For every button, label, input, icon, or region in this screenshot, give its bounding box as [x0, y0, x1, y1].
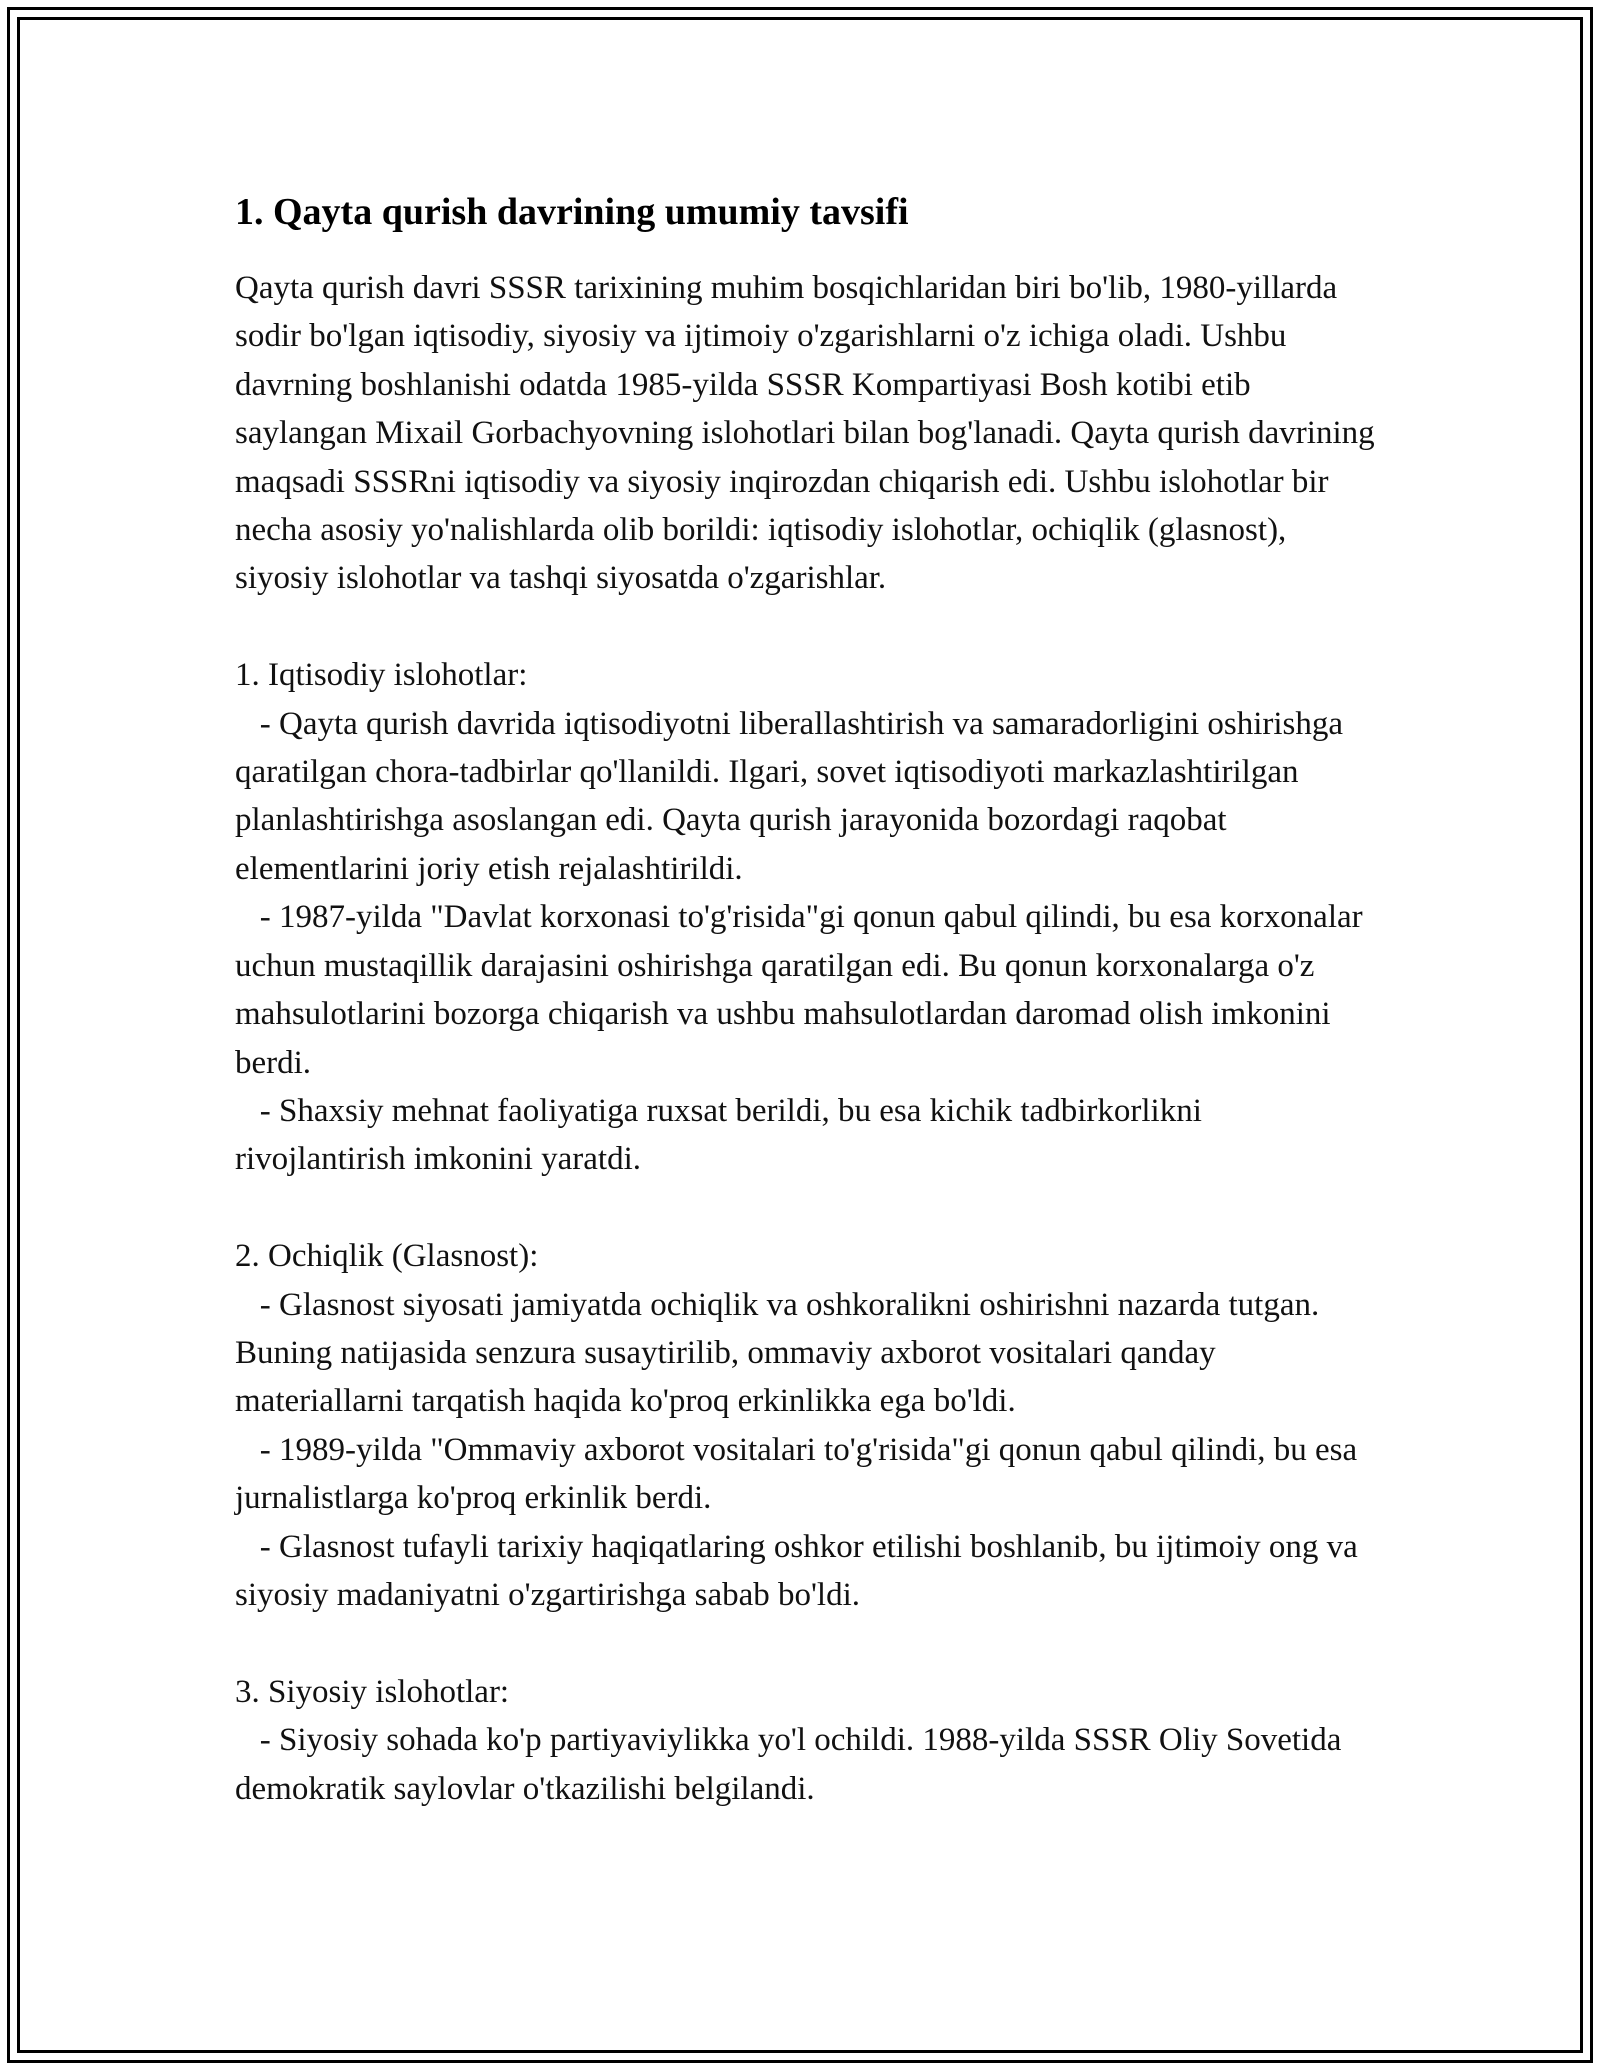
section-body: Qayta qurish davri SSSR tarixining muhim bosqichlaridan biri bo'lib, 1980-yillarda sodir bo'lgan iqtisodiy, siyosiy va ijtimoiy o'zgarishlarni o'z ichiga oladi. Ushbu davrning boshlanishi odatda 1985-yilda SSSR Kompartiyasi Bosh kotibi etib saylangan Mixail Gorbachyovning islohotlari bilan bog'lanadi. Qayta qurish davrining maqsadi SSSRni iqtisodiy va siyosiy inqirozdan chiqarish edi. Ushbu islohotlar bir necha asosiy yo'nalishlarda olib borildi: iqtisodiy islohotlar, ochiqlik (glasnost), siyosiy islohotlar va tashqi siyosatda o'zgarishlar. 1. Iqtisodiy islohotlar: - Qayta qurish davrida iqtisodiyotni liberallashtirish va samaradorligini oshirishga qaratilgan chora-tadbirlar qo'llanildi. Ilgari, sovet iqtisodiyoti markazlashtirilgan planlashtirishga asoslangan edi. Qayta qurish jarayonida bozordagi raqobat elementlarini joriy etish rejalashtirildi. - 1987-yilda "Davlat korxonasi to'g'risida"gi qonun qabul qilindi, bu esa korxonalar uchun mustaqillik darajasini oshirishga qaratilgan edi. Bu qonun korxonalarga o'z mahsulotlarini bozorga chiqarish va ushbu mahsulotlardan daromad olish imkonini berdi. - Shaxsiy mehnat faoliyatiga ruxsat berildi, bu esa kichik tadbirkorlikni rivojlantirish imkonini yaratdi. 2. Ochiqlik (Glasnost): - Glasnost siyosati jamiyatda ochiqlik va oshkoralikni oshirishni nazarda tutgan. Buning natijasida senzura susaytirilib, ommaviy axborot vositalari qanday materiallarni tarqatish haqida ko'proq erkinlikka ega bo'ldi. - 1989-yilda "Ommaviy axborot vositalari to'g'risida"gi qonun qabul qilindi, bu esa jurnalistlarga ko'proq erkinlik berdi. - Glasnost tufayli tarixiy haqiqatlaring oshkor etilishi boshlanib, bu ijtimoiy ong va siyosiy madaniyatni o'zgartirishga sabab bo'ldi. 3. Siyosiy islohotlar: - Siyosiy sohada ko'p partiyaviylikka yo'l ochildi. 1988-yilda SSSR Oliy Sovetida demokratik saylovlar o'tkazilishi belgilandi. [235, 270, 1375, 1807]
document-content [235, 190, 1375, 1813]
section-heading: 1. Qayta qurish davrining umumiy tavsifi [235, 191, 909, 233]
